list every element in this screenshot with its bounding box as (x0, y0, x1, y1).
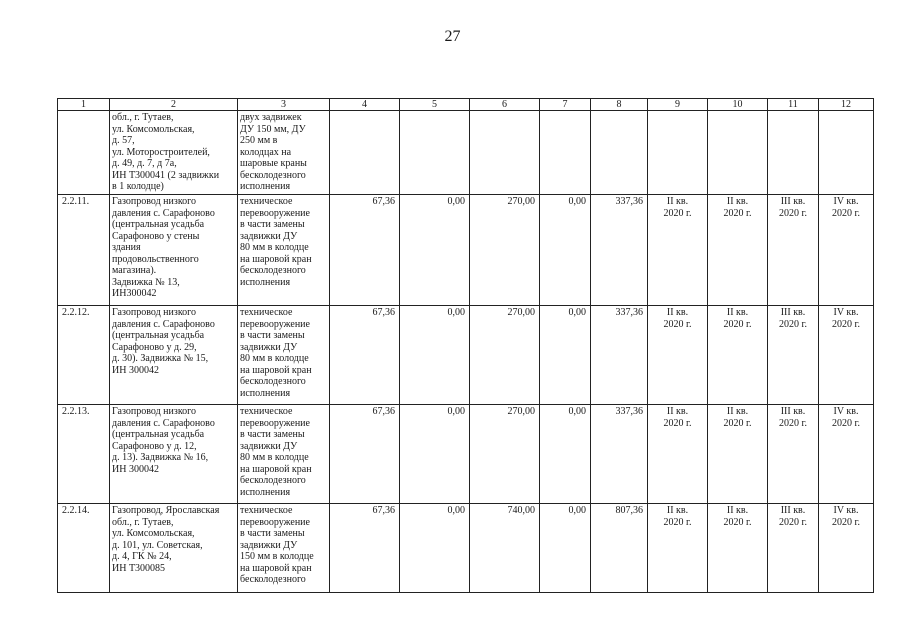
object-description: Газопровод низкого давления с. Сарафоново (центральная усадьба Сарафоново у стены здания продовольственного магазина). Задвижка № 13, ИН300042 (110, 195, 238, 306)
period-cell: IV кв. 2020 г. (819, 405, 874, 504)
cell-value: 0,00 (400, 405, 470, 504)
period-cell: IV кв. 2020 г. (819, 195, 874, 306)
period-cell (768, 111, 819, 195)
column-header: 9 (648, 99, 708, 111)
column-header: 8 (591, 99, 648, 111)
cell-value: 337,36 (591, 195, 648, 306)
period-cell: IV кв. 2020 г. (819, 504, 874, 593)
period-cell: IV кв. 2020 г. (819, 306, 874, 405)
work-description: техническое перевооружение в части замены задвижки ДУ 80 мм в колодце на шаровой кран бесколодезного исполнения (238, 405, 330, 504)
work-description: техническое перевооружение в части замены задвижки ДУ 80 мм в колодце на шаровой кран бесколодезного исполнения (238, 195, 330, 306)
cell-value: 807,36 (591, 504, 648, 593)
period-cell: III кв. 2020 г. (768, 504, 819, 593)
column-header: 3 (238, 99, 330, 111)
period-cell (708, 111, 768, 195)
work-description: техническое перевооружение в части замены задвижки ДУ 80 мм в колодце на шаровой кран бесколодезного исполнения (238, 306, 330, 405)
table-row (58, 405, 874, 504)
cell-value: 270,00 (470, 306, 540, 405)
column-header: 7 (540, 99, 591, 111)
cell-value: 67,36 (330, 405, 400, 504)
object-description: Газопровод низкого давления с. Сарафоново (центральная усадьба Сарафоново у д. 12, д. 13). Задвижка № 16, ИН 300042 (110, 405, 238, 504)
cell-value: 67,36 (330, 504, 400, 593)
cell-value: 740,00 (470, 504, 540, 593)
table-row (58, 306, 874, 405)
cell-value: 67,36 (330, 306, 400, 405)
table-row (58, 195, 874, 306)
row-index: 2.2.12. (58, 306, 110, 405)
period-cell: II кв. 2020 г. (648, 195, 708, 306)
period-cell: II кв. 2020 г. (708, 504, 768, 593)
row-index: 2.2.11. (58, 195, 110, 306)
column-header: 6 (470, 99, 540, 111)
object-description: обл., г. Тутаев, ул. Комсомольская, д. 57, ул. Моторостроителей, д. 49, д. 7, д 7а, ИН Т300041 (2 задвижки в 1 колодце) (110, 111, 238, 195)
period-cell: III кв. 2020 г. (768, 405, 819, 504)
cell-value (591, 111, 648, 195)
investment-table (57, 98, 874, 593)
page-number: 27 (444, 28, 461, 45)
cell-value (400, 111, 470, 195)
column-header: 12 (819, 99, 874, 111)
cell-value: 0,00 (540, 306, 591, 405)
period-cell: II кв. 2020 г. (648, 306, 708, 405)
cell-value: 337,36 (591, 306, 648, 405)
cell-value: 0,00 (400, 504, 470, 593)
column-header: 2 (110, 99, 238, 111)
cell-value (540, 111, 591, 195)
cell-value: 270,00 (470, 195, 540, 306)
column-header: 1 (58, 99, 110, 111)
table-row (58, 111, 874, 195)
period-cell: II кв. 2020 г. (648, 504, 708, 593)
cell-value: 0,00 (540, 405, 591, 504)
object-description: Газопровод низкого давления с. Сарафоново (центральная усадьба Сарафоново у д. 29, д. 30). Задвижка № 15, ИН 300042 (110, 306, 238, 405)
column-header: 10 (708, 99, 768, 111)
cell-value (330, 111, 400, 195)
cell-value: 337,36 (591, 405, 648, 504)
period-cell: III кв. 2020 г. (768, 306, 819, 405)
column-number-row (58, 99, 874, 111)
cell-value: 0,00 (540, 195, 591, 306)
work-description: техническое перевооружение в части замены задвижки ДУ 150 мм в колодце на шаровой кран бесколодезного (238, 504, 330, 593)
period-cell (819, 111, 874, 195)
cell-value: 67,36 (330, 195, 400, 306)
period-cell: III кв. 2020 г. (768, 195, 819, 306)
period-cell: II кв. 2020 г. (708, 405, 768, 504)
column-header: 5 (400, 99, 470, 111)
work-description: двух задвижек ДУ 150 мм, ДУ 250 мм в колодцах на шаровые краны бесколодезного исполнения (238, 111, 330, 195)
cell-value: 0,00 (400, 306, 470, 405)
cell-value: 270,00 (470, 405, 540, 504)
period-cell (648, 111, 708, 195)
cell-value: 0,00 (400, 195, 470, 306)
object-description: Газопровод, Ярославская обл., г. Тутаев, ул. Комсомольская, д. 101, ул. Советская, д. 4, ГК № 24, ИН Т300085 (110, 504, 238, 593)
cell-value (470, 111, 540, 195)
column-header: 4 (330, 99, 400, 111)
table-row (58, 504, 874, 593)
row-index: 2.2.13. (58, 405, 110, 504)
period-cell: II кв. 2020 г. (648, 405, 708, 504)
row-index: 2.2.14. (58, 504, 110, 593)
row-index (58, 111, 110, 195)
period-cell: II кв. 2020 г. (708, 195, 768, 306)
period-cell: II кв. 2020 г. (708, 306, 768, 405)
column-header: 11 (768, 99, 819, 111)
cell-value: 0,00 (540, 504, 591, 593)
